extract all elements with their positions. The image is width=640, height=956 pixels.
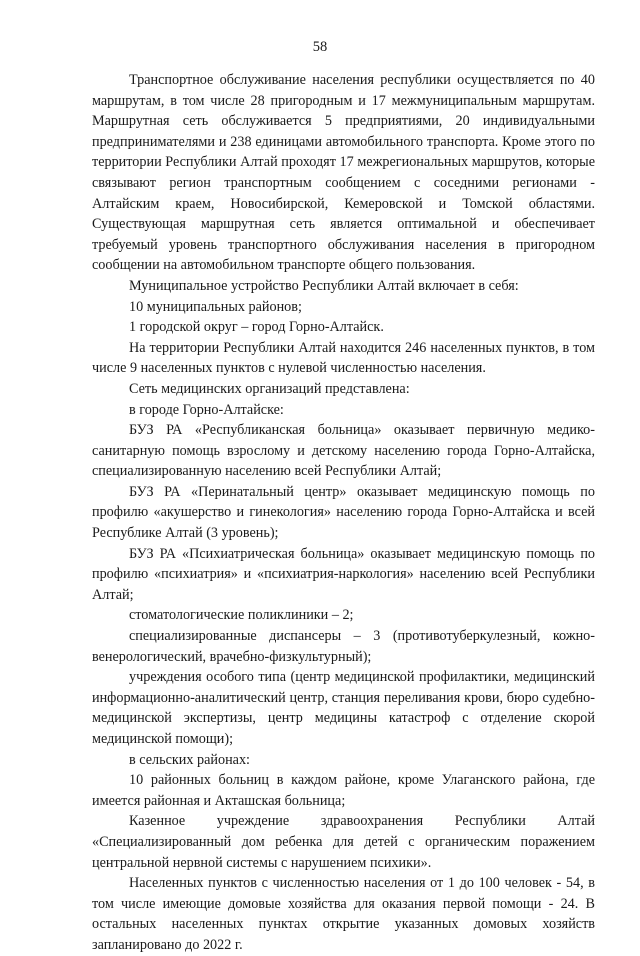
paragraph-municipal-structure: Муниципальное устройство Республики Алтай включает в себя: [129,277,519,294]
paragraph-transport: Транспортное обслуживание населения республики осуществляется по 40 маршрутам, в том числе 28 пригородным и 17 межмуниципальным маршрутам. Маршрутная сеть обслуживается 5 предприятиями, 20 индивидуальными предпринимателями и 238 единицами автомобильного транспорта. Кроме этого по территории Республики Алтай проходят 17 межрегиональных маршрутов, которые связывают регион транспортным сообщением с соседними регионами - Алтайским краем, Новосибирской, Кемеровской и Томской областями. Существующая маршрутная сеть является оптимальной и обеспечивает требуемый уровень транспортного обслуживания населения в пригородном сообщении на автомобильном транспорте общего пользования. [92,72,595,274]
paragraph-city-district: 1 городской округ – город Горно-Алтайск. [129,319,384,336]
paragraph-medical-network: Сеть медицинских организаций представлена: [129,380,410,397]
paragraph-perinatal-center: БУЗ РА «Перинатальный центр» оказывает медицинскую помощь по профилю «акушерство и гинекология» населению города Горно-Алтайска и всей Республике Алтай (3 уровень); [92,483,595,542]
paragraph-settlements: На территории Республики Алтай находится 246 населенных пунктов, в том числе 9 населенных пунктов с нулевой численностью населения. [92,339,595,377]
page-number: 58 [312,39,328,55]
paragraph-psychiatric-hospital: БУЗ РА «Психиатрическая больница» оказывает медицинскую помощь по профилю «психиатрия» и «психиатрия-наркология» населению всей Республики Алтай; [92,545,595,603]
paragraph-municipal-districts: 10 муниципальных районов; [129,298,302,315]
document-body [92,70,595,956]
paragraph-dispensaries: специализированные диспансеры – 3 (противотуберкулезный, кожно-венерологический, врачебно-физкультурный); [92,628,595,665]
paragraph-dental-clinics: стоматологические поликлиники – 2; [129,607,354,624]
paragraph-rural-districts: в сельских районах: [129,751,250,768]
paragraph-republic-hospital: БУЗ РА «Республиканская больница» оказывает первичную медико-санитарную помощь взрослому и детскому населению города Горно-Алтайска, специализированную населению всей Республики Алтай; [92,422,595,480]
paragraph-district-hospitals: 10 районных больниц в каждом районе, кроме Улаганского района, где имеется районная и Акташская больница; [92,772,595,809]
paragraph-childrens-home: Казенное учреждение здравоохранения Республики Алтай «Специализированный дом ребенка для детей с органическим поражением центральной нервной системы с нарушением психики». [92,813,595,871]
paragraph-small-settlements: Населенных пунктов с численностью населения от 1 до 100 человек - 54, в том числе имеющие домовые хозяйства для оказания первой помощи - 24. В остальных населенных пунктах открытие указанных домовых хозяйств запланировано до 2022 г. [92,875,595,953]
paragraph-special-institutions: учреждения особого типа (центр медицинской профилактики, медицинский информационно-аналитический центр, станция переливания крови, бюро судебно-медицинской экспертизы, центр медицины катастроф с отделение скорой медицинской помощи); [92,669,595,747]
paragraph-in-city: в городе Горно-Алтайске: [129,401,284,418]
